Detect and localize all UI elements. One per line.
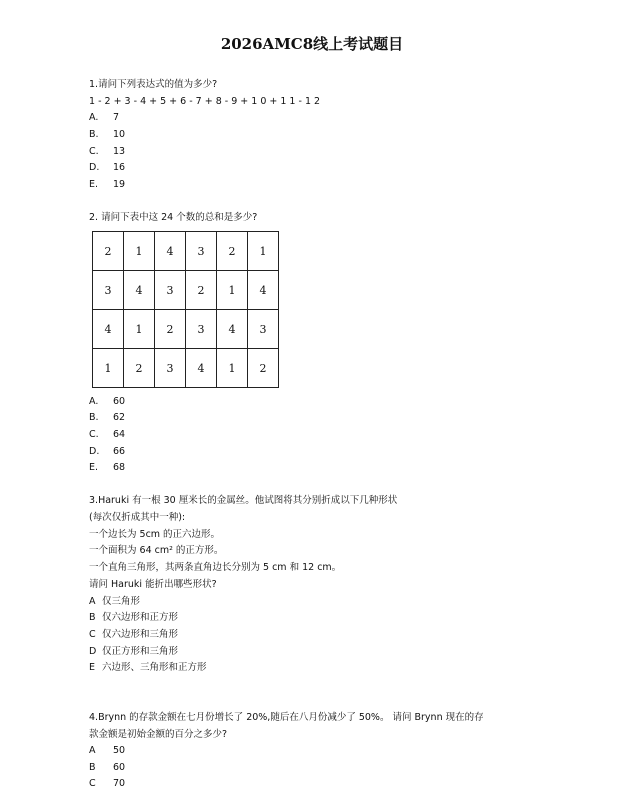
question-3-line: 一个直角三角形，其两条直角边长分别为 5 cm 和 12 cm。	[89, 562, 342, 573]
option-letter: C	[89, 778, 96, 789]
option-value: 60	[113, 396, 126, 407]
option-value: 60	[113, 762, 126, 773]
number-grid	[92, 231, 279, 388]
option-letter: C	[89, 629, 96, 640]
grid-cell: 2	[217, 232, 248, 271]
option-value: 13	[113, 146, 126, 157]
grid-cell: 3	[186, 232, 217, 271]
option-value: 66	[113, 446, 126, 457]
option-letter: C.	[89, 146, 99, 157]
question-3-line: (每次仅折成其中一种):	[89, 512, 186, 523]
question-1-option	[89, 179, 125, 191]
grid-cell: 1	[217, 349, 248, 388]
grid-cell: 4	[93, 310, 124, 349]
option-letter: B.	[89, 129, 99, 140]
option-letter: E.	[89, 462, 99, 473]
question-1-expression: 1 - 2 + 3 - 4 + 5 + 6 - 7 + 8 - 9 + 1 0 + 1 1 - 1 2	[89, 96, 321, 107]
grid-cell: 3	[93, 271, 124, 310]
grid-cell: 3	[155, 349, 186, 388]
question-3-option	[89, 646, 178, 658]
grid-cell: 2	[155, 310, 186, 349]
grid-row	[93, 232, 279, 271]
option-value: 仅正方形和三角形	[102, 646, 179, 657]
question-3-option	[89, 596, 140, 608]
option-value: 16	[113, 162, 126, 173]
grid-cell: 3	[155, 271, 186, 310]
option-value: 50	[113, 745, 126, 756]
grid-row	[93, 310, 279, 349]
option-letter: A	[89, 745, 96, 756]
option-value: 仅三角形	[102, 596, 141, 607]
grid-cell: 2	[124, 349, 155, 388]
question-3-option	[89, 612, 178, 624]
question-3-option	[89, 629, 178, 641]
grid-row	[93, 349, 279, 388]
grid-cell: 1	[124, 310, 155, 349]
question-2-option	[89, 462, 125, 474]
question-4-line: 款金额是初始金额的百分之多少?	[89, 729, 228, 740]
grid-cell: 4	[124, 271, 155, 310]
question-3-option	[89, 662, 207, 674]
question-1-option	[89, 129, 125, 141]
option-letter: D	[89, 646, 97, 657]
option-letter: B	[89, 612, 96, 623]
option-letter: A	[89, 596, 96, 607]
question-3-line: 一个边长为 5cm 的正六边形。	[89, 529, 221, 540]
grid-cell: 3	[186, 310, 217, 349]
question-2-option	[89, 429, 125, 441]
question-4-option	[89, 778, 125, 790]
question-2-option	[89, 396, 125, 408]
grid-cell: 2	[186, 271, 217, 310]
question-4-option	[89, 745, 125, 757]
question-3-line: 3.Haruki 有一根 30 厘米长的金属丝。他试图将其分别折成以下几种形状	[89, 495, 398, 506]
grid-cell: 4	[155, 232, 186, 271]
question-1-option	[89, 146, 125, 158]
question-3-line: 请问 Haruki 能折出哪些形状?	[89, 579, 217, 590]
option-letter: D.	[89, 446, 100, 457]
option-letter: D.	[89, 162, 100, 173]
option-value: 68	[113, 462, 126, 473]
option-value: 70	[113, 778, 126, 789]
option-letter: A.	[89, 396, 99, 407]
option-letter: A.	[89, 112, 99, 123]
option-letter: E.	[89, 179, 99, 190]
option-value: 19	[113, 179, 126, 190]
grid-cell: 2	[248, 349, 279, 388]
option-value: 64	[113, 429, 126, 440]
question-3-line: 一个面积为 64 cm² 的正方形。	[89, 545, 224, 556]
grid-cell: 1	[217, 271, 248, 310]
option-letter: C.	[89, 429, 99, 440]
question-1-option	[89, 162, 125, 174]
question-1-prompt: 1.请问下列表达式的值为多少?	[89, 79, 218, 90]
page-title: 2026AMC8线上考试题目	[220, 35, 404, 53]
grid-cell: 4	[186, 349, 217, 388]
grid-cell: 4	[248, 271, 279, 310]
question-2-option	[89, 446, 125, 458]
option-letter: B	[89, 762, 96, 773]
option-letter: E	[89, 662, 96, 673]
question-1-option	[89, 112, 119, 124]
grid-cell: 1	[248, 232, 279, 271]
grid-cell: 1	[124, 232, 155, 271]
grid-cell: 1	[93, 349, 124, 388]
option-value: 62	[113, 412, 126, 423]
question-4-option	[89, 762, 125, 774]
option-value: 仅六边形和三角形	[102, 629, 179, 640]
grid-cell: 4	[217, 310, 248, 349]
option-value: 7	[113, 112, 120, 123]
question-4-line: 4.Brynn 的存款金额在七月份增长了 20%,随后在八月份减少了 50%。 请问 Brynn 现在的存	[89, 712, 484, 723]
grid-cell: 2	[93, 232, 124, 271]
grid-row	[93, 271, 279, 310]
option-letter: B.	[89, 412, 99, 423]
question-2-option	[89, 412, 125, 424]
option-value: 10	[113, 129, 126, 140]
option-value: 仅六边形和正方形	[102, 612, 179, 623]
option-value: 六边形、三角形和正方形	[102, 662, 207, 673]
grid-cell: 3	[248, 310, 279, 349]
question-2-prompt: 2. 请问下表中这 24 个数的总和是多少?	[89, 212, 258, 223]
